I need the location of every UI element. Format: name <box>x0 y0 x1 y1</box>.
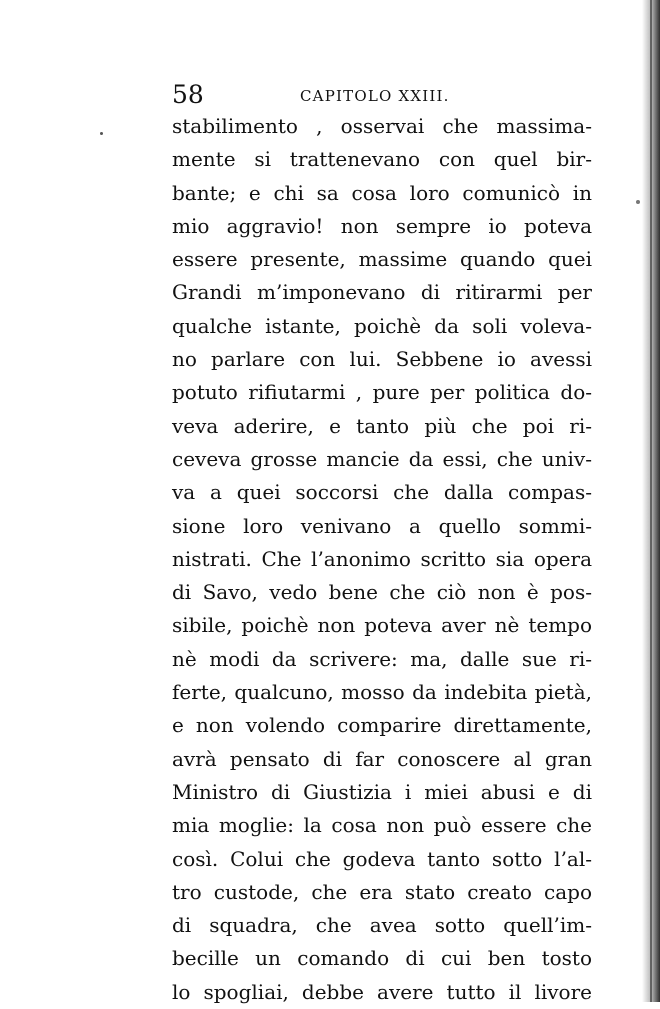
running-head: CAPITOLO XXIII. <box>300 87 450 105</box>
text-line: ferte, qualcuno, mosso da indebita pietà, <box>172 680 592 705</box>
body-text <box>172 110 592 1009</box>
text-line: di Savo, vedo bene che ciò non è pos- <box>172 580 592 605</box>
text-line: mio aggravio! non sempre io poteva <box>172 213 592 238</box>
text-line: di squadra, che avea sotto quell’im- <box>172 913 592 938</box>
text-line: nè modi da scrivere: ma, dalle sue ri- <box>172 646 592 671</box>
paper-speck <box>100 132 103 135</box>
page-spine-edge <box>650 0 652 1002</box>
text-line: potuto rifiutarmi , pure per politica do- <box>172 380 592 405</box>
text-line: stabilimento , osservai che massima- <box>172 114 592 138</box>
text-line: veva aderire, e tanto più che poi ri- <box>172 413 592 438</box>
text-line: bante; e chi sa cosa loro comunicò in <box>172 180 592 205</box>
text-line: nistrati. Che l’anonimo scritto sia opera <box>172 546 592 571</box>
text-line: avrà pensato di far conoscere al gran <box>172 746 592 771</box>
text-line: così. Colui che godeva tanto sotto l’al- <box>172 846 592 871</box>
page-number: 58 <box>172 80 204 109</box>
paper-speck <box>636 200 640 204</box>
page-header <box>172 80 592 110</box>
text-line: ceveva grosse mancie da essi, che univ- <box>172 446 592 471</box>
text-line: becille un comando di cui ben tosto <box>172 946 592 971</box>
text-line: qualche istante, poichè da soli voleva- <box>172 313 592 338</box>
text-line: lo spogliai, debbe avere tutto il livore <box>172 979 592 1004</box>
text-line: sibile, poichè non poteva aver nè tempo <box>172 613 592 638</box>
text-line: e non volendo comparire direttamente, <box>172 713 592 738</box>
text-line: sione loro venivano a quello sommi- <box>172 513 592 538</box>
text-line: Grandi m’imponevano di ritirarmi per <box>172 280 592 305</box>
text-line: tro custode, che era stato creato capo <box>172 879 592 904</box>
text-line: mia moglie: la cosa non può essere che <box>172 813 592 838</box>
text-line: essere presente, massime quando quei <box>172 247 592 272</box>
text-line: Ministro di Giustizia i miei abusi e di <box>172 779 592 804</box>
text-line: no parlare con lui. Sebbene io avessi <box>172 347 592 372</box>
text-line: mente si trattenevano con quel bir- <box>172 147 592 172</box>
text-line: va a quei soccorsi che dalla compas- <box>172 480 592 505</box>
